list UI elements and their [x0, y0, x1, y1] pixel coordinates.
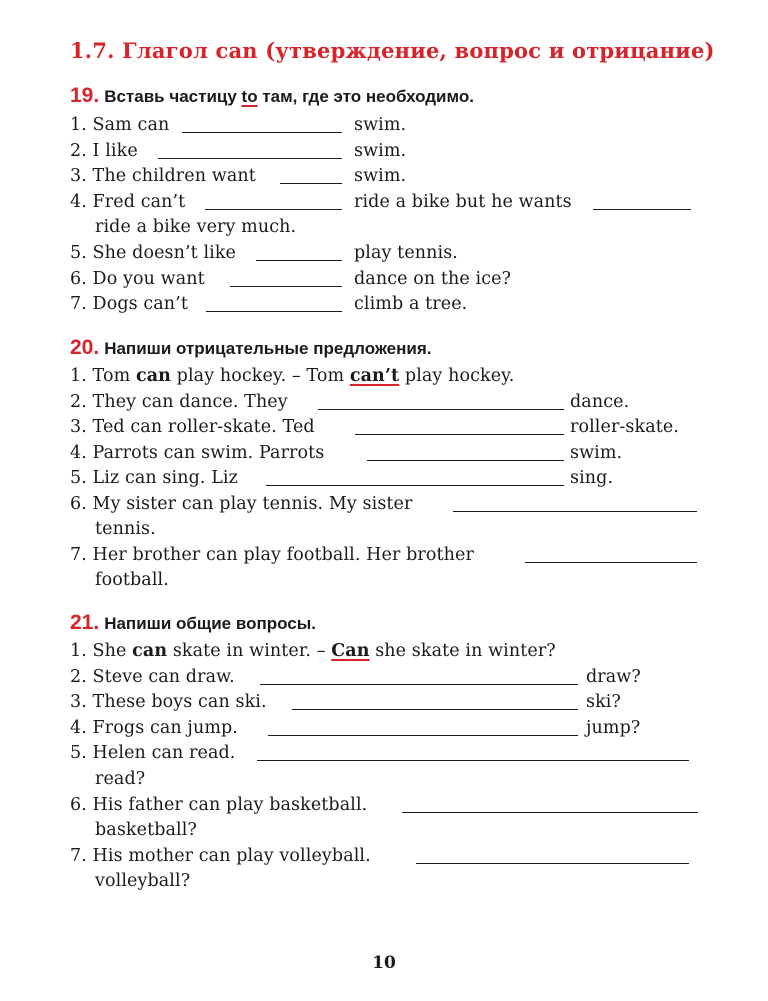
answer-blank[interactable]	[367, 460, 564, 461]
exercise-19-item-6	[70, 267, 710, 292]
answer-blank[interactable]	[257, 760, 689, 761]
item-text: 6. My sister can play tennis. My sister	[70, 494, 413, 514]
exercise-20-item-4	[70, 441, 710, 466]
item-text: 5. Liz can sing. Liz	[70, 468, 238, 488]
exercise-20-item-7	[70, 543, 710, 568]
instruction-text: Напиши общие вопросы.	[104, 614, 316, 633]
item-text: draw?	[586, 667, 641, 687]
instruction-particle-to: to	[241, 87, 258, 106]
exercise-20-item-3	[70, 415, 710, 440]
example-text: skate in winter. –	[167, 641, 332, 661]
instruction-text: Вставь частицу	[104, 87, 242, 106]
exercise-21-heading	[70, 611, 316, 635]
answer-blank[interactable]	[182, 132, 342, 133]
item-text: 2. Steve can draw.	[70, 667, 235, 687]
example-text: 1. Tom	[70, 366, 136, 386]
answer-blank[interactable]	[205, 209, 342, 210]
item-text: basketball?	[95, 820, 197, 840]
answer-blank[interactable]	[280, 183, 342, 184]
item-text: 2. I like	[70, 141, 138, 161]
item-text: ride a bike but he wants	[354, 192, 572, 212]
exercise-20-heading	[70, 336, 432, 360]
item-text: 6. His father can play basketball.	[70, 795, 368, 815]
exercise-20-item-2	[70, 390, 710, 415]
answer-blank[interactable]	[593, 209, 691, 210]
item-text: ski?	[586, 692, 621, 712]
exercise-19-item-7	[70, 292, 710, 317]
example-text: 1. She	[70, 641, 133, 661]
example-answer-can: Can	[331, 641, 370, 661]
exercise-number: 20.	[70, 336, 100, 359]
exercise-20-item-6-cont	[95, 517, 156, 542]
exercise-21-item-3	[70, 690, 710, 715]
answer-blank[interactable]	[268, 735, 578, 736]
item-text: 3. These boys can ski.	[70, 692, 267, 712]
exercise-21-example	[70, 639, 556, 664]
exercise-21-item-7	[70, 844, 710, 869]
item-text: 3. The children want	[70, 166, 256, 186]
item-text: swim.	[354, 115, 407, 135]
exercise-21-item-5-cont	[95, 767, 145, 792]
answer-blank[interactable]	[355, 434, 564, 435]
item-text: play tennis.	[354, 243, 458, 263]
exercise-20-item-7-cont	[95, 568, 169, 593]
item-text: volleyball?	[95, 871, 191, 891]
item-text: 5. She doesn’t like	[70, 243, 236, 263]
item-text: swim.	[570, 443, 623, 463]
item-text: 1. Sam can	[70, 115, 170, 135]
item-text: roller-skate.	[570, 417, 680, 437]
item-text: ride a bike very much.	[95, 217, 297, 237]
item-text: 7. Dogs can’t	[70, 294, 188, 314]
item-text: dance.	[570, 392, 630, 412]
exercise-number: 21.	[70, 611, 100, 634]
example-bold-can: can	[132, 641, 168, 661]
answer-blank[interactable]	[525, 562, 697, 563]
item-text: 4. Parrots can swim. Parrots	[70, 443, 325, 463]
exercise-21-item-4	[70, 716, 710, 741]
item-text: 3. Ted can roller-skate. Ted	[70, 417, 315, 437]
item-text: climb a tree.	[354, 294, 468, 314]
item-text: 5. Helen can read.	[70, 743, 236, 763]
item-text: tennis.	[95, 519, 156, 539]
example-text: play hockey.	[399, 366, 515, 386]
exercise-19-heading	[70, 84, 474, 108]
answer-blank[interactable]	[266, 485, 564, 486]
answer-blank[interactable]	[416, 863, 689, 864]
answer-blank[interactable]	[256, 260, 342, 261]
item-text: 4. Frogs can jump.	[70, 718, 238, 738]
exercise-21-item-6	[70, 793, 710, 818]
exercise-20-item-5	[70, 466, 710, 491]
item-text: 7. His mother can play volleyball.	[70, 846, 371, 866]
answer-blank[interactable]	[402, 812, 698, 813]
item-text: 4. Fred can’t	[70, 192, 186, 212]
example-text: play hockey. – Tom	[171, 366, 350, 386]
exercise-21-item-6-cont	[95, 818, 197, 843]
answer-blank[interactable]	[453, 511, 697, 512]
item-text: read?	[95, 769, 146, 789]
exercise-20-item-6	[70, 492, 710, 517]
answer-blank[interactable]	[260, 684, 578, 685]
exercise-19-item-4-cont	[95, 215, 296, 240]
example-text: she skate in winter?	[369, 641, 556, 661]
item-text: 6. Do you want	[70, 269, 205, 289]
item-text: sing.	[570, 468, 614, 488]
page-title: 1.7. Глагол can (утверждение, вопрос и отрицание)	[70, 38, 715, 63]
exercise-21-item-2	[70, 665, 710, 690]
item-text: 2. They can dance. They	[70, 392, 288, 412]
answer-blank[interactable]	[206, 311, 342, 312]
exercise-number: 19.	[70, 84, 100, 107]
instruction-text: там, где это необходимо.	[257, 87, 474, 106]
answer-blank[interactable]	[318, 409, 564, 410]
exercise-20-example	[70, 364, 514, 389]
item-text: jump?	[586, 718, 641, 738]
item-text: swim.	[354, 166, 407, 186]
exercise-19-item-4	[70, 190, 710, 215]
example-bold-can: can	[135, 366, 171, 386]
instruction-text: Напиши отрицательные предложения.	[104, 339, 432, 358]
exercise-19-item-5	[70, 241, 710, 266]
exercise-19-item-3	[70, 164, 710, 189]
item-text: swim.	[354, 141, 407, 161]
exercise-21-item-5	[70, 741, 710, 766]
page-number: 10	[372, 953, 396, 973]
exercise-21-item-7-cont	[95, 869, 190, 894]
answer-blank[interactable]	[158, 158, 342, 159]
answer-blank[interactable]	[292, 709, 578, 710]
item-text: 7. Her brother can play football. Her brother	[70, 545, 474, 565]
exercise-19-item-2	[70, 139, 710, 164]
item-text: dance on the ice?	[354, 269, 512, 289]
item-text: football.	[95, 570, 169, 590]
example-answer-cant: can’t	[349, 366, 400, 386]
answer-blank[interactable]	[230, 286, 342, 287]
exercise-19-item-1	[70, 113, 710, 138]
